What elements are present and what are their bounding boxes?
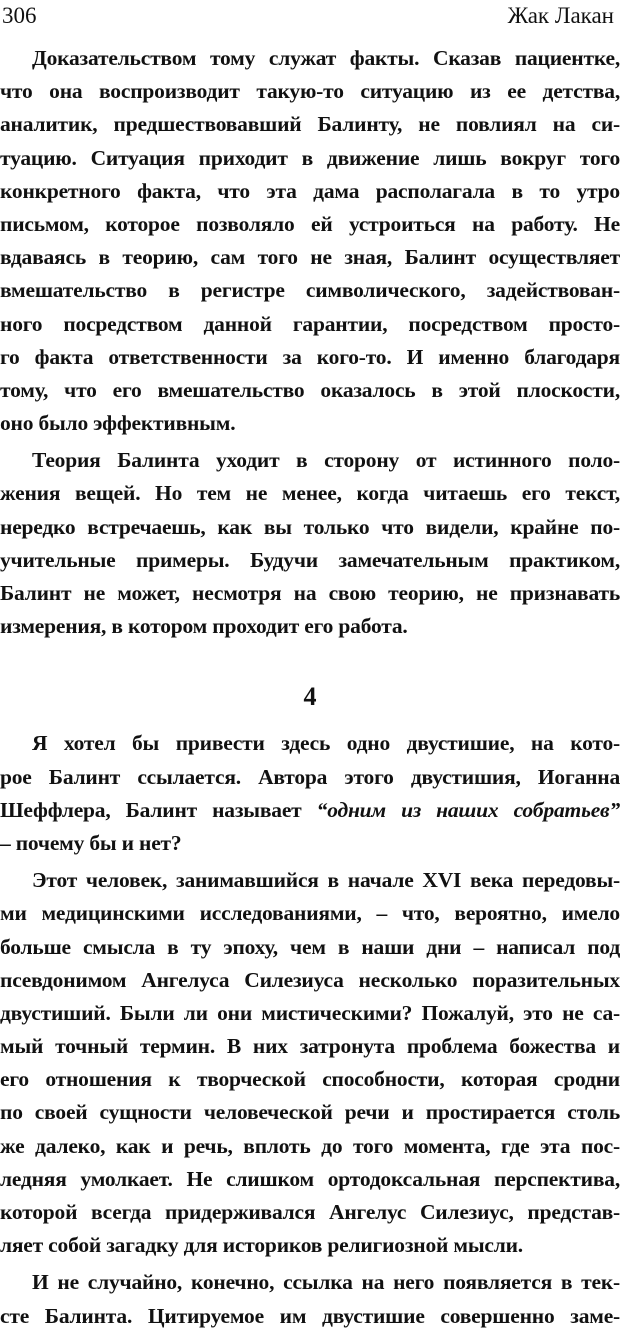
text-line: аналитик, предшествовавший Балинту, не повлиял на си- — [0, 112, 620, 137]
text-line: Доказательством тому служат факты. Сказав пациентке, — [32, 46, 620, 70]
text-line: конкретного факта, что эта дама располагала в то утро — [0, 178, 620, 203]
text-line: И не случайно, конечно, ссылка на него появляется в тек- — [32, 1270, 620, 1295]
paragraph-2 — [0, 444, 620, 643]
text-line: вдаваясь в теорию, сам того не зная, Балинт осуществляет — [0, 245, 620, 270]
section-number: 4 — [303, 682, 317, 712]
text-line: ми медицинскими исследованиями, – что, вероятно, имело — [0, 901, 620, 926]
italic-quote: “одним из наших собратьев” — [316, 797, 620, 822]
text-line: которой всегда придерживался Ангелус Силезиус, представ- — [0, 1200, 620, 1224]
text-line: Теория Балинта уходит в сторону от истинного поло- — [32, 448, 620, 473]
text-line: что она воспроизводит такую-то ситуацию из ее детства, — [0, 79, 620, 104]
text-line: оно было эффективным. — [0, 411, 236, 436]
text-line: рое Балинт ссылается. Автора этого двустишия, Иоганна — [0, 764, 620, 789]
text-line: же далеко, как и речь, вплоть до того момента, где эта пос- — [0, 1133, 620, 1158]
text-line — [0, 794, 620, 827]
page-header — [0, 0, 620, 34]
paragraph-5 — [0, 1266, 620, 1332]
text-line: псевдонимом Ангелуса Силезиуса несколько поразительных — [0, 967, 620, 992]
paragraph-1 — [0, 42, 620, 440]
running-head: Жак Лакан — [507, 3, 614, 28]
text-line: жения вещей. Но тем не менее, когда читаешь его текст, — [0, 481, 620, 506]
paragraph-3 — [0, 727, 620, 860]
paragraph-4 — [0, 864, 620, 1262]
text-line: двустиший. Были ли они мистическими? Пожалуй, это не са- — [0, 1000, 620, 1025]
text-line: сте Балинта. Цитируемое им двустишие совершенно заме- — [0, 1303, 620, 1328]
text-line: нередко встречаешь, как вы только что видели, крайне по- — [0, 514, 620, 539]
text-line: учительные примеры. Будучи замечательным практиком, — [0, 547, 620, 572]
text-line: тому, что его вмешательство оказалось в этой плоскости, — [0, 377, 620, 402]
text-line: письмом, которое позволяло ей устроиться на работу. Не — [0, 211, 620, 236]
text-line: – почему бы и нет? — [0, 830, 182, 855]
text-line: Я хотел бы привести здесь одно двустишие, на кото- — [32, 731, 620, 756]
text-line: Балинт не может, несмотря на свою теорию, не признавать — [0, 581, 620, 605]
text-line: ного посредством данной гарантии, посредством просто- — [0, 311, 620, 336]
page-body — [0, 42, 620, 1333]
text-line: вмешательство в регистре символического, задействован- — [0, 278, 620, 303]
text-line: больше смысла в ту эпоху, чем в наши дни – написал под — [0, 934, 620, 959]
text-line: по своей сущности человеческой речи и простирается столь — [0, 1100, 620, 1125]
text-line: мый точный термин. В них затронута проблема божества и — [0, 1034, 620, 1059]
text-run: Шеффлера, Балинт называет — [0, 797, 317, 822]
text-line: Этот человек, занимавшийся в начале XVI века передовы- — [32, 868, 620, 893]
text-line: ледняя умолкает. Не слишком ортодоксальная перспектива, — [0, 1166, 620, 1191]
text-line: ляет собой загадку для историков религиозной мысли. — [0, 1233, 523, 1258]
text-line: его отношения к творческой способности, которая сродни — [0, 1067, 620, 1092]
page-number: 306 — [2, 3, 37, 28]
text-line: го факта ответственности за кого-то. И именно благодаря — [0, 344, 620, 369]
text-line: измерения, в котором проходит его работа. — [0, 614, 408, 639]
text-line: туацию. Ситуация приходит в движение лишь вокруг того — [0, 145, 620, 170]
